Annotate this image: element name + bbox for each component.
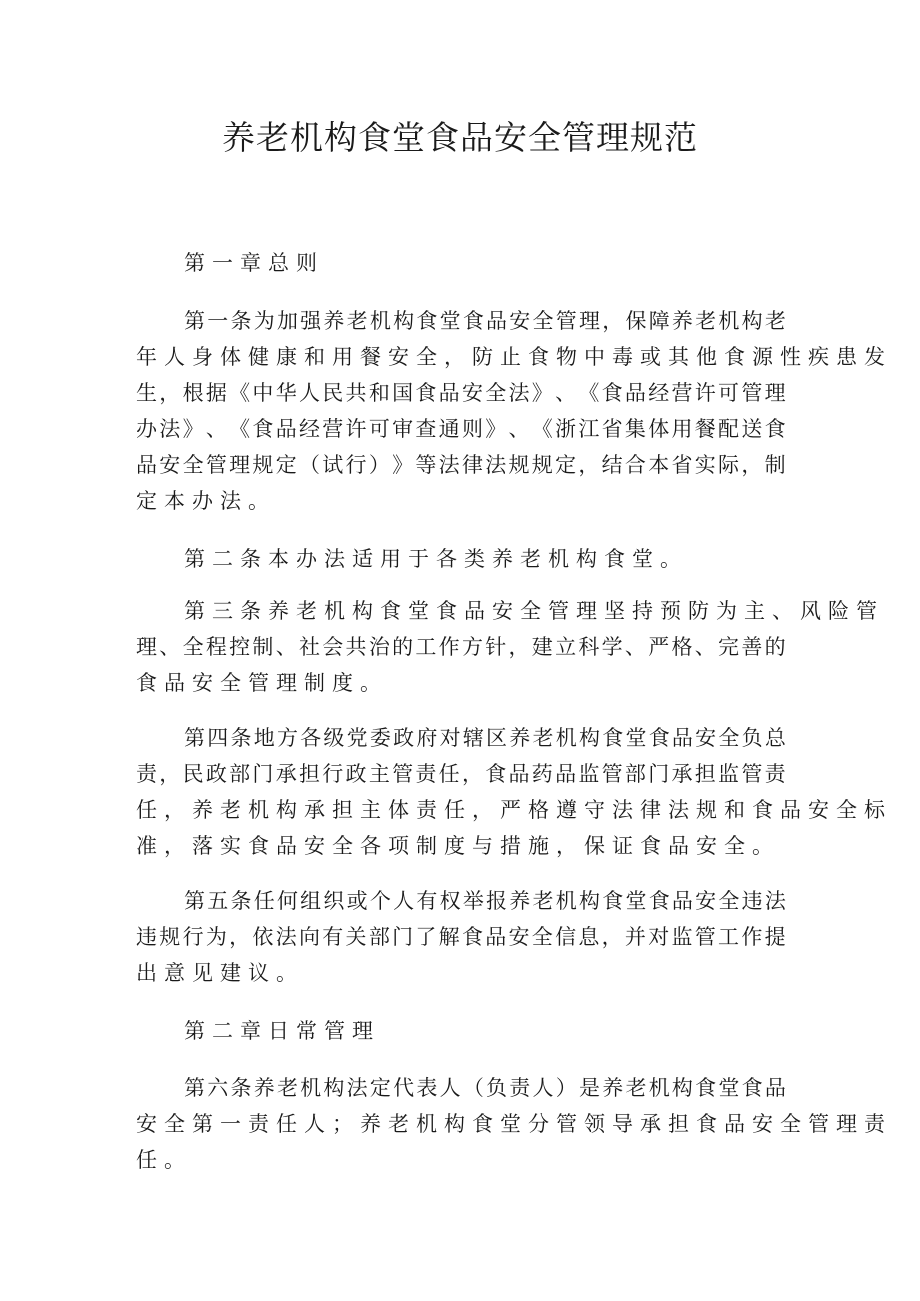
chapter-heading: 第二章日常管理 bbox=[184, 1019, 380, 1043]
article-line: 安全第一责任人；养老机构食堂分管领导承担食品安全管理责 bbox=[136, 1112, 892, 1136]
article-line: 食品安全管理制度。 bbox=[136, 671, 388, 695]
article-line: 第三条养老机构食堂食品安全管理坚持预防为主、风险管 bbox=[184, 599, 884, 623]
article-line: 品 安 全 管 理 规 定 （ 试 行 ） 》 等 法 律 法 规 规 定 ， 结 合 本 省 实 际 ， 制 bbox=[136, 453, 786, 477]
document-title: 养老机构食堂食品安全管理规范 bbox=[222, 118, 698, 157]
article-line: 第 五 条 任 何 组 织 或 个 人 有 权 举 报 养 老 机 构 食 堂 食 品 安 全 违 法 bbox=[184, 889, 786, 913]
article-line: 第 四 条 地 方 各 级 党 委 政 府 对 辖 区 养 老 机 构 食 堂 食 品 安 全 负 总 bbox=[184, 726, 786, 750]
article-line: 理 、 全 程 控 制 、 社 会 共 治 的 工 作 方 针 ， 建 立 科 学 、 严 格 、 完 善 的 bbox=[136, 635, 786, 659]
article-line: 办 法 》 、 《 食 品 经 营 许 可 审 查 通 则 》 、 《 浙 江 省 集 体 用 餐 配 送 食 bbox=[136, 417, 786, 441]
article-line: 准，落实食品安全各项制度与措施，保证食品安全。 bbox=[136, 834, 780, 858]
article-line: 生 ， 根 据 《 中 华 人 民 共 和 国 食 品 安 全 法 》 、 《 食 品 经 营 许 可 管 理 bbox=[136, 381, 786, 405]
article-line: 任。 bbox=[136, 1148, 192, 1172]
article-line: 年人身体健康和用餐安全，防止食物中毒或其他食源性疾患发 bbox=[136, 345, 892, 369]
article-line: 第 一 条 为 加 强 养 老 机 构 食 堂 食 品 安 全 管 理 ， 保 障 养 老 机 构 老 bbox=[184, 309, 786, 333]
article-line: 任，养老机构承担主体责任，严格遵守法律法规和食品安全标 bbox=[136, 798, 892, 822]
chapter-heading: 第一章总则 bbox=[184, 251, 324, 275]
article-line: 责 ， 民 政 部 门 承 担 行 政 主 管 责 任 ， 食 品 药 品 监 管 部 门 承 担 监 管 责 bbox=[136, 762, 786, 786]
article-line: 违 规 行 为 ， 依 法 向 有 关 部 门 了 解 食 品 安 全 信 息 ， 并 对 监 管 工 作 提 bbox=[136, 925, 786, 949]
article-line: 第 六 条 养 老 机 构 法 定 代 表 人 （ 负 责 人 ） 是 养 老 机 构 食 堂 食 品 bbox=[184, 1076, 786, 1100]
article-line: 定本办法。 bbox=[136, 489, 276, 513]
article-line: 出意见建议。 bbox=[136, 961, 304, 985]
article-line: 第二条本办法适用于各类养老机构食堂。 bbox=[184, 547, 688, 571]
